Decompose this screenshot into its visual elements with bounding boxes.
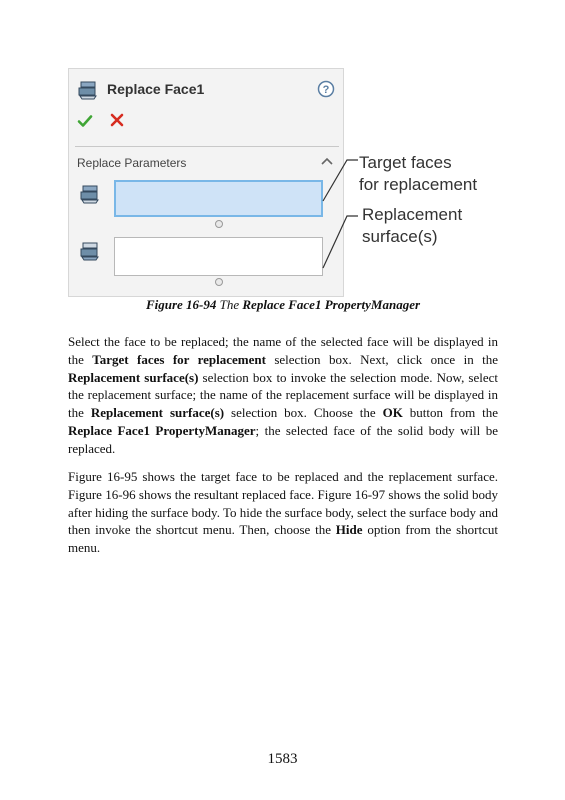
property-manager-title: Replace Face1 xyxy=(107,81,205,97)
text-run: selection box. Next, click once in the xyxy=(265,351,498,367)
surface-selection-icon xyxy=(79,240,101,262)
target-faces-selection-box[interactable] xyxy=(114,180,323,217)
bold-term: Hide xyxy=(335,522,363,538)
replace-face-icon xyxy=(77,79,99,101)
text-run: selection box to invoke the selection mode. Now, select the replacement surface; the name of the replacement surface will be displayed in the xyxy=(68,369,499,421)
close-icon[interactable] xyxy=(110,113,124,127)
target-faces-callout xyxy=(359,152,509,196)
text-run: button from the xyxy=(402,405,498,421)
resize-handle[interactable] xyxy=(215,278,223,286)
face-selection-icon xyxy=(79,183,101,205)
bold-term: OK xyxy=(382,405,403,421)
caption-prefix: The xyxy=(219,297,240,312)
replacement-surfaces-callout xyxy=(362,204,512,248)
caption-number: Figure 16-94 xyxy=(145,297,217,312)
replace-face-property-manager xyxy=(68,68,344,297)
help-icon[interactable] xyxy=(317,80,335,98)
divider xyxy=(75,146,339,147)
callout-line: Replacement xyxy=(362,205,463,224)
page-number: 1583 xyxy=(267,751,298,767)
svg-text:?: ? xyxy=(322,84,330,96)
bold-term: Replacement surface(s) xyxy=(68,369,199,385)
figure-16-94 xyxy=(68,68,500,298)
callout-line: for replacement xyxy=(359,175,478,194)
text-run: Select the face to be replaced; the name of the selected face will be displayed in the xyxy=(68,334,498,367)
checkmark-icon[interactable] xyxy=(77,113,93,129)
paragraph-replace-face-steps xyxy=(68,333,498,458)
text-run: option from the shortcut menu. xyxy=(68,522,498,556)
caption-name: Replace Face1 PropertyManager xyxy=(242,297,421,312)
figure-caption xyxy=(68,297,498,313)
bold-term: Replace Face1 PropertyManager xyxy=(68,422,256,438)
text-run: selection box. Choose the xyxy=(224,405,383,421)
paragraph-figure-references xyxy=(68,468,498,557)
text-run: Figure 16-95 shows the target face to be replaced and the replacement surface. Figure 16-96 shows the resultant replaced face. Figure 16-97 shows the solid body after hiding the surface body. To hide the surface body, select the surface body and then invoke the shortcut menu. Then, choose the xyxy=(68,469,498,538)
text-run: ; the selected face of the solid body will be replaced. xyxy=(68,422,499,456)
bold-term: Target faces for replacement xyxy=(92,351,266,367)
chevron-up-icon[interactable] xyxy=(320,156,334,166)
resize-handle[interactable] xyxy=(215,220,223,228)
callout-line: Target faces xyxy=(359,153,452,172)
replacement-surface-selection-box[interactable] xyxy=(114,237,323,276)
section-title-replace-parameters: Replace Parameters xyxy=(77,156,187,170)
bold-term: Replacement surface(s) xyxy=(90,405,225,421)
callout-line: surface(s) xyxy=(362,227,438,246)
property-manager-header xyxy=(77,79,335,101)
